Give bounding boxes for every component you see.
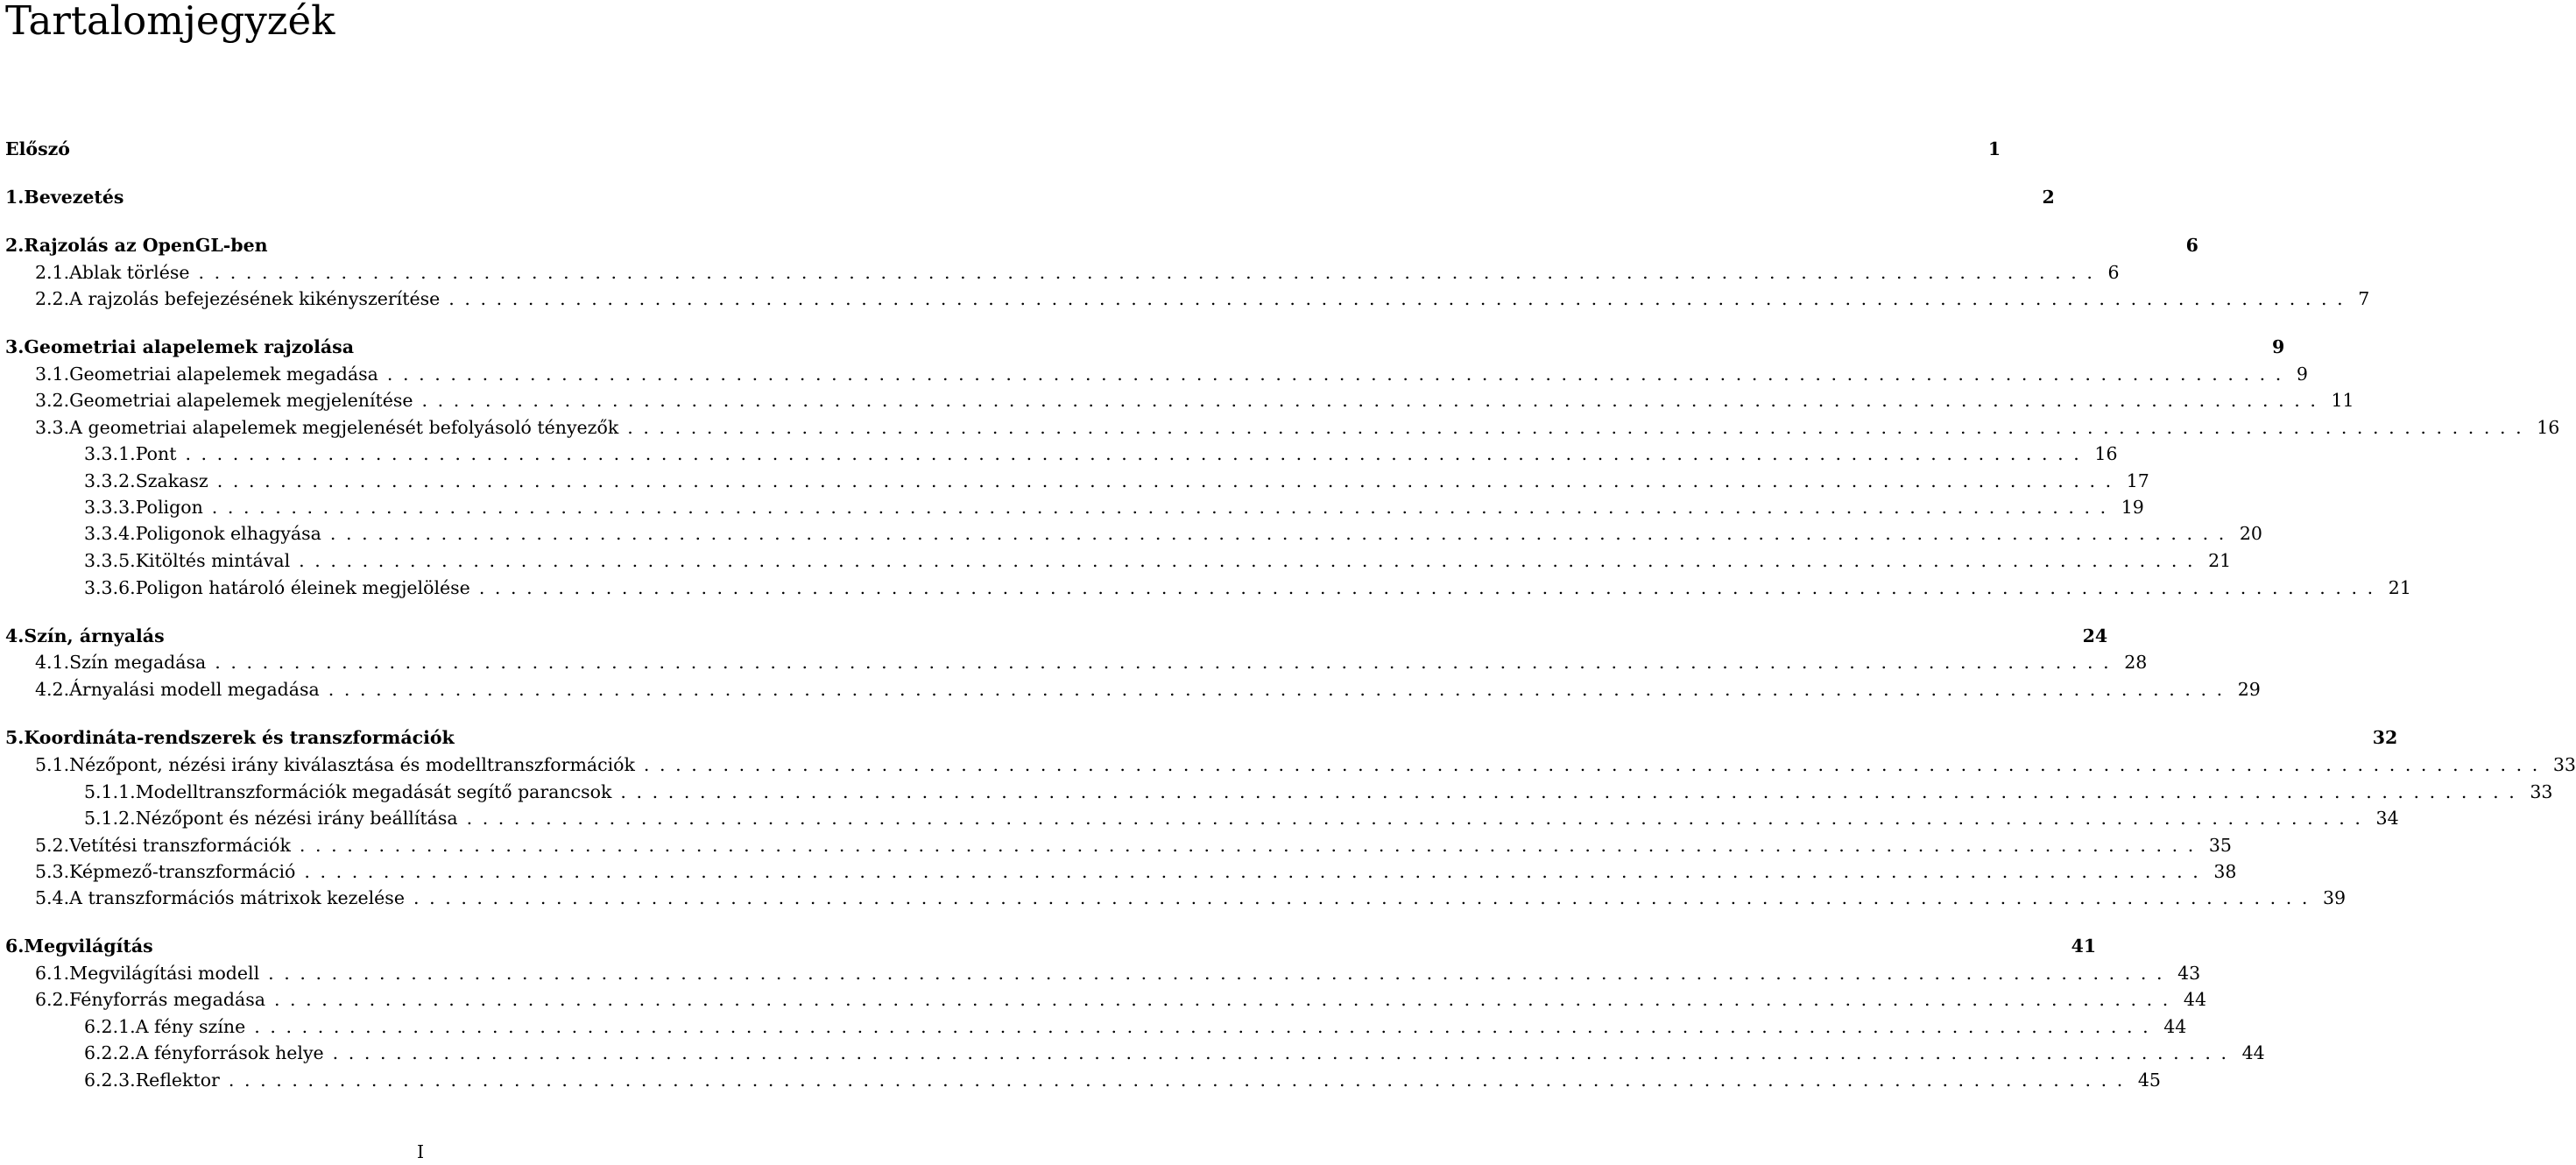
- toc-section-entry[interactable]: [0, 520, 2262, 547]
- toc-section-entry[interactable]: [0, 832, 2232, 858]
- toc-entry-title: Nézőpont, nézési irány kiválasztása és modelltranszformációk: [69, 754, 635, 775]
- toc-dot-leader: ........................................................................................................................: [211, 497, 2116, 518]
- toc-section-entry[interactable]: [0, 414, 2560, 441]
- toc-entry-number: 3.3.2.: [84, 470, 136, 491]
- toc-chapter-entry[interactable]: [0, 724, 2398, 751]
- toc-entry-title: Geometriai alapelemek megadása: [69, 364, 378, 385]
- toc-entry-title: A fény színe: [135, 1016, 246, 1037]
- toc-entry-title: A fényforrások helye: [135, 1042, 324, 1063]
- toc-entry-page: 45: [2137, 1070, 2161, 1091]
- toc-entry-number: 3.3.5.: [84, 550, 136, 571]
- toc-entry-page: 20: [2239, 523, 2262, 544]
- toc-entry-page: 9: [2296, 364, 2308, 385]
- toc-chapter-entry[interactable]: [0, 184, 2055, 210]
- toc-dot-leader: ........................................................................................................................: [386, 364, 2291, 385]
- toc-dot-leader: ........................................................................................................................: [329, 523, 2234, 544]
- toc-dot-leader: ........................................................................................................................: [627, 417, 2532, 438]
- toc-entry-title: Nézőpont és nézési irány beállítása: [135, 808, 458, 829]
- toc-entry-number: 5.2.: [35, 835, 70, 856]
- toc-entry-number: 5.: [5, 727, 25, 748]
- toc-section-entry[interactable]: [0, 1067, 2161, 1093]
- toc-entry-title: Geometriai alapelemek megjelenítése: [69, 390, 413, 411]
- toc-section-entry[interactable]: [0, 259, 2120, 286]
- toc-entry-number: 3.3.4.: [84, 523, 136, 544]
- toc-entry-number: 3.3.1.: [84, 443, 136, 464]
- toc-entry-page: 39: [2322, 887, 2347, 908]
- toc-section-entry[interactable]: [0, 779, 2553, 805]
- toc-dot-leader: ........................................................................................................................: [413, 887, 2318, 908]
- toc-entry-title: Előszó: [5, 138, 70, 159]
- toc-dot-leader: ........................................................................................................................: [332, 1042, 2237, 1063]
- toc-entry-page: 33: [2552, 754, 2576, 775]
- toc-entry-page: 35: [2208, 835, 2232, 856]
- toc-entry-page: 33: [2530, 781, 2553, 802]
- toc-entry-title: Szakasz: [135, 470, 208, 491]
- toc-section-entry[interactable]: [0, 649, 2148, 675]
- toc-section-entry[interactable]: [0, 986, 2206, 1013]
- toc-entry-title: Reflektor: [135, 1070, 220, 1091]
- toc-entry-page: 6: [2185, 235, 2198, 256]
- toc-dot-leader: ........................................................................................................................: [299, 550, 2204, 571]
- toc-section-entry[interactable]: [0, 468, 2149, 494]
- toc-entry-page: 16: [2094, 443, 2118, 464]
- toc-dot-leader: ........................................................................................................................: [620, 781, 2525, 802]
- toc-entry-page: 17: [2126, 470, 2149, 491]
- toc-entry-title: Bevezetés: [24, 187, 124, 208]
- toc-entry-title: A rajzolás befejezésének kikényszerítése: [69, 288, 441, 309]
- toc-dot-leader: ........................................................................................................................: [216, 470, 2121, 491]
- toc-chapter-entry[interactable]: [0, 136, 2001, 162]
- toc-entry-page: 34: [2375, 808, 2399, 829]
- page-title: Tartalomjegyzék: [5, 0, 335, 44]
- toc-chapter-entry[interactable]: [0, 933, 2097, 959]
- toc-section-entry[interactable]: [0, 547, 2232, 574]
- toc-entry-title: Fényforrás megadása: [69, 989, 265, 1010]
- toc-entry-page: 41: [2071, 936, 2097, 957]
- toc-section-entry[interactable]: [0, 1040, 2265, 1066]
- toc-dot-leader: ........................................................................................................................: [304, 861, 2209, 882]
- toc-dot-leader: ........................................................................................................................: [198, 262, 2103, 283]
- toc-entry-title: Szín, árnyalás: [24, 625, 165, 646]
- toc-section-entry[interactable]: [0, 885, 2347, 911]
- toc-entry-number: 3.2.: [35, 390, 70, 411]
- toc-section-entry[interactable]: [0, 960, 2201, 986]
- toc-chapter-entry[interactable]: [0, 334, 2285, 360]
- toc-entry-number: 5.1.1.: [84, 781, 136, 802]
- toc-entry-title: Szín megadása: [69, 652, 207, 673]
- toc-entry-page: 11: [2331, 390, 2354, 411]
- toc-dot-leader: ........................................................................................................................: [228, 1070, 2133, 1091]
- toc-entry-page: 19: [2121, 497, 2144, 518]
- toc-entry-number: 3.3.6.: [84, 577, 136, 598]
- toc-dot-leader: ........................................................................................................................: [215, 652, 2120, 673]
- toc-entry-page: 44: [2241, 1042, 2265, 1063]
- toc-entry-page: 7: [2358, 288, 2370, 309]
- toc-entry-number: 6.2.3.: [84, 1070, 136, 1091]
- toc-entry-number: 2.: [5, 235, 25, 256]
- toc-entry-title: Képmező-transzformáció: [69, 861, 296, 882]
- toc-dot-leader: ........................................................................................................................: [273, 989, 2178, 1010]
- toc-entry-number: 6.1.: [35, 963, 70, 984]
- toc-entry-title: Kitöltés mintával: [135, 550, 291, 571]
- toc-entry-number: 6.2.: [35, 989, 70, 1010]
- toc-entry-page: 9: [2271, 336, 2285, 357]
- toc-entry-title: Árnyalási modell megadása: [69, 679, 320, 700]
- toc-entry-page: 44: [2163, 1016, 2187, 1037]
- toc-entry-number: 2.1.: [35, 262, 70, 283]
- toc-dot-leader: ........................................................................................................................: [421, 390, 2326, 411]
- toc-entry-page: 6: [2107, 262, 2120, 283]
- toc-section-entry[interactable]: [0, 676, 2261, 703]
- toc-section-entry[interactable]: [0, 805, 2399, 831]
- toc-entry-number: 3.1.: [35, 364, 70, 385]
- toc-section-entry[interactable]: [0, 387, 2354, 413]
- toc-entry-number: 5.4.: [35, 887, 70, 908]
- toc-entry-number: 5.3.: [35, 861, 70, 882]
- toc-entry-number: 3.3.: [35, 417, 70, 438]
- toc-section-entry[interactable]: [0, 494, 2144, 520]
- toc-dot-leader: ........................................................................................................................: [254, 1016, 2159, 1037]
- toc-entry-number: 4.1.: [35, 652, 70, 673]
- toc-section-entry[interactable]: [0, 286, 2370, 312]
- toc-dot-leader: ........................................................................................................................: [643, 754, 2548, 775]
- toc-entry-title: Megvilágítás: [24, 936, 153, 957]
- toc-entry-page: 21: [2208, 550, 2232, 571]
- toc-entry-number: 5.1.2.: [84, 808, 136, 829]
- toc-section-entry[interactable]: [0, 858, 2237, 885]
- toc-chapter-entry[interactable]: [0, 623, 2108, 649]
- toc-dot-leader: ........................................................................................................................: [268, 963, 2173, 984]
- toc-entry-title: Vetítési transzformációk: [69, 835, 291, 856]
- toc-section-entry[interactable]: [0, 441, 2118, 467]
- toc-entry-number: 6.2.2.: [84, 1042, 136, 1063]
- toc-entry-number: 5.1.: [35, 754, 70, 775]
- toc-entry-page: 38: [2213, 861, 2237, 882]
- toc-section-entry[interactable]: [0, 575, 2411, 601]
- toc-entry-number: 6.: [5, 936, 25, 957]
- toc-entry-page: 29: [2237, 679, 2261, 700]
- toc-dot-leader: ........................................................................................................................: [299, 835, 2204, 856]
- toc-entry-title: Geometriai alapelemek rajzolása: [24, 336, 354, 357]
- toc-entry-page: 43: [2177, 963, 2201, 984]
- toc-entry-title: Ablak törlése: [69, 262, 190, 283]
- toc-dot-leader: ........................................................................................................................: [185, 443, 2090, 464]
- toc-entry-title: Poligonok elhagyása: [135, 523, 321, 544]
- page-number: I: [416, 1141, 425, 1162]
- toc-entry-number: 1.: [5, 187, 25, 208]
- toc-entry-title: A transzformációs mátrixok kezelése: [69, 887, 405, 908]
- toc-entry-number: 3.: [5, 336, 25, 357]
- toc-dot-leader: ........................................................................................................................: [478, 577, 2383, 598]
- toc-section-entry[interactable]: [0, 1013, 2187, 1040]
- toc-entry-number: 4.: [5, 625, 25, 646]
- toc-dot-leader: ........................................................................................................................: [328, 679, 2233, 700]
- toc-entry-title: Megvilágítási modell: [69, 963, 260, 984]
- toc-entry-title: A geometriai alapelemek megjelenését befolyásoló tényezők: [69, 417, 619, 438]
- toc-entry-title: Rajzolás az OpenGL-ben: [24, 235, 268, 256]
- toc-section-entry[interactable]: [0, 361, 2308, 387]
- toc-entry-page: 24: [2082, 625, 2108, 646]
- toc-entry-page: 44: [2183, 989, 2206, 1010]
- toc-entry-page: 16: [2537, 417, 2560, 438]
- toc-entry-page: 1: [1987, 138, 2001, 159]
- toc-entry-title: Pont: [135, 443, 177, 464]
- toc-chapter-entry[interactable]: [0, 232, 2198, 258]
- toc-entry-number: 4.2.: [35, 679, 70, 700]
- toc-entry-title: Poligon határoló éleinek megjelölése: [135, 577, 470, 598]
- toc-entry-title: Poligon: [135, 497, 203, 518]
- toc-dot-leader: ........................................................................................................................: [448, 288, 2354, 309]
- toc-entry-number: 6.2.1.: [84, 1016, 136, 1037]
- toc-dot-leader: ........................................................................................................................: [466, 808, 2371, 829]
- toc-entry-title: Koordináta-rendszerek és transzformációk: [24, 727, 455, 748]
- toc-entry-number: 2.2.: [35, 288, 70, 309]
- toc-entry-page: 28: [2124, 652, 2148, 673]
- toc-entry-number: 3.3.3.: [84, 497, 136, 518]
- toc-entry-page: 32: [2372, 727, 2398, 748]
- toc-entry-title: Modelltranszformációk megadását segítő parancsok: [135, 781, 612, 802]
- toc-section-entry[interactable]: [0, 752, 2576, 778]
- toc-entry-page: 2: [2042, 187, 2055, 208]
- toc-entry-page: 21: [2388, 577, 2411, 598]
